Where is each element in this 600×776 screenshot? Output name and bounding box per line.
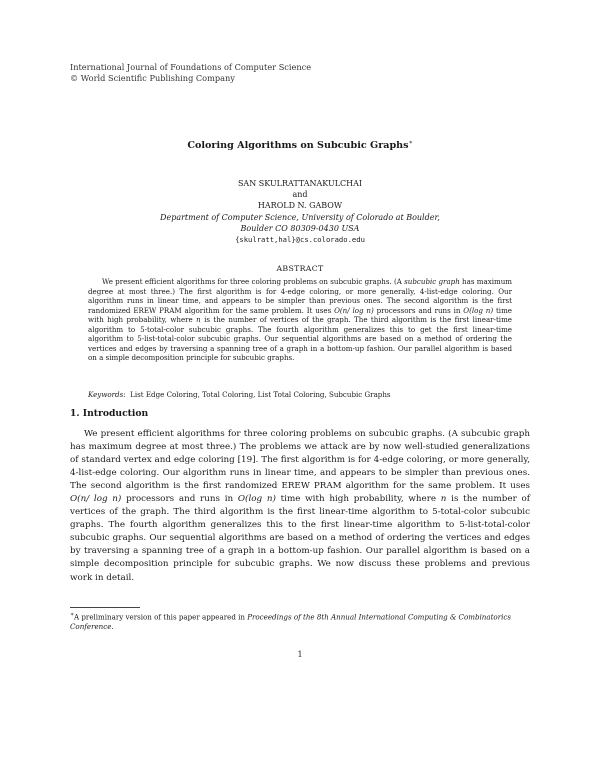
footnote-venue: Proceedings of the 8th Annual International Computing & Combinatorics Conference.	[70, 612, 511, 631]
section-heading-introduction: 1. Introduction	[70, 408, 149, 419]
abstract-math-3: n	[196, 315, 201, 325]
keywords-label: Keywords:	[88, 390, 126, 399]
author-1: SAN SKULRATTANAKULCHAI	[237, 179, 363, 188]
abstract-emphasis: subcubic graph	[404, 277, 460, 286]
intro-math-2: O(log n)	[237, 494, 276, 505]
abstract-heading: ABSTRACT	[276, 264, 324, 273]
introduction-body	[70, 428, 530, 585]
intro-text-4: is the number of vertices of the graph. The third algorithm is the first linear-time algorithm to 5-total-color subcubic graphs. The fourth algorithm generalizes this to the first linear-time algorithm to 5-list-total-color subcubic graphs. Our sequential algorithms are based on a method of ordering the vertices and edges by traversing a spanning tree of a graph in a bottom-up fashion. Our parallel algorithm is based on a simple decomposition principle for subcubic graphs. We now discuss these problems and previous work in detail.	[70, 494, 531, 583]
abstract-body	[88, 277, 512, 363]
intro-math-3: n	[440, 494, 447, 505]
intro-text-1: We present efficient algorithms for three coloring problems on subcubic graphs. (A subcubic graph has maximum degree at most three.) The problems we attack are by now well-studied generalizations of standard vertex and edge coloring [19]. The first algorithm is for 4-edge coloring, or more generally, 4-list-edge coloring. Our algorithm runs in linear time, and appears to be simpler than previous ones. The second algorithm is the first randomized EREW PRAM algorithm for the same problem. It uses	[70, 429, 530, 492]
footnote-mark: ∗	[70, 612, 75, 618]
footnote-rule	[70, 607, 140, 608]
keywords-text: List Edge Coloring, Total Coloring, List Total Coloring, Subcubic Graphs	[130, 390, 391, 399]
publisher-name: World Scientific Publishing Company	[80, 73, 235, 83]
author-block	[0, 178, 600, 245]
affiliation-line-1: Department of Computer Science, University of Colorado at Boulder,	[160, 212, 440, 222]
abstract-text-2: has maximum degree at most three.) The first algorithm is for 4-edge coloring, or more generally, 4-list-edge coloring. Our algorithm runs in linear time, and appears to be simpler than previous ones. The second algorithm is the first randomized EREW PRAM algorithm for the same problem. It uses	[88, 277, 512, 315]
abstract-text-5: is the number of vertices of the graph. The third algorithm is the first linear-time algorithm to 5-total-color subcubic graphs. The fourth algorithm generalizes this to get the first linear-time algorithm to 5-list-total-color subcubic graphs. Our sequential algorithms are based on a method of ordering the vertices and edges by traversing a spanning tree of a graph in a bottom-up fashion. Our parallel algorithm is based on a simple decomposition principle for subcubic graphs.	[88, 315, 513, 363]
abstract-text-4: time with high probability, where	[88, 305, 512, 325]
abstract-text-3: processors and runs in	[373, 305, 464, 315]
intro-text-3: time with high probability, where	[275, 494, 441, 505]
title-footnote-mark: ∗	[408, 139, 413, 146]
copyright-symbol: ©	[70, 73, 79, 83]
abstract-paragraph	[88, 277, 512, 363]
affiliation-line-2: Boulder CO 80309-0430 USA	[240, 223, 360, 233]
intro-text-2: processors and runs in	[121, 494, 238, 505]
publisher-line	[70, 73, 311, 84]
keywords-line	[88, 390, 512, 399]
introduction-paragraph	[70, 428, 530, 585]
author-email: {skulratt,hal}@cs.colorado.edu	[235, 235, 365, 245]
footnote-text: A preliminary version of this paper appeared in	[74, 612, 248, 622]
paper-title	[0, 139, 600, 151]
abstract-math-2: O(log n)	[463, 305, 494, 315]
abstract-text-1: We present efficient algorithms for three coloring problems on subcubic graphs. (A	[102, 277, 405, 286]
author-separator: and	[292, 190, 308, 200]
intro-math-1: O(n/ log n)	[70, 494, 122, 505]
footnote	[70, 611, 530, 632]
journal-name: International Journal of Foundations of Computer Science	[70, 62, 312, 72]
title-text: Coloring Algorithms on Subcubic Graphs	[187, 140, 409, 152]
abstract-math-1: O(n/ log n)	[334, 305, 374, 315]
journal-header	[70, 62, 311, 84]
author-2: HAROLD N. GABOW	[257, 201, 343, 211]
page-number: 1	[297, 650, 303, 659]
